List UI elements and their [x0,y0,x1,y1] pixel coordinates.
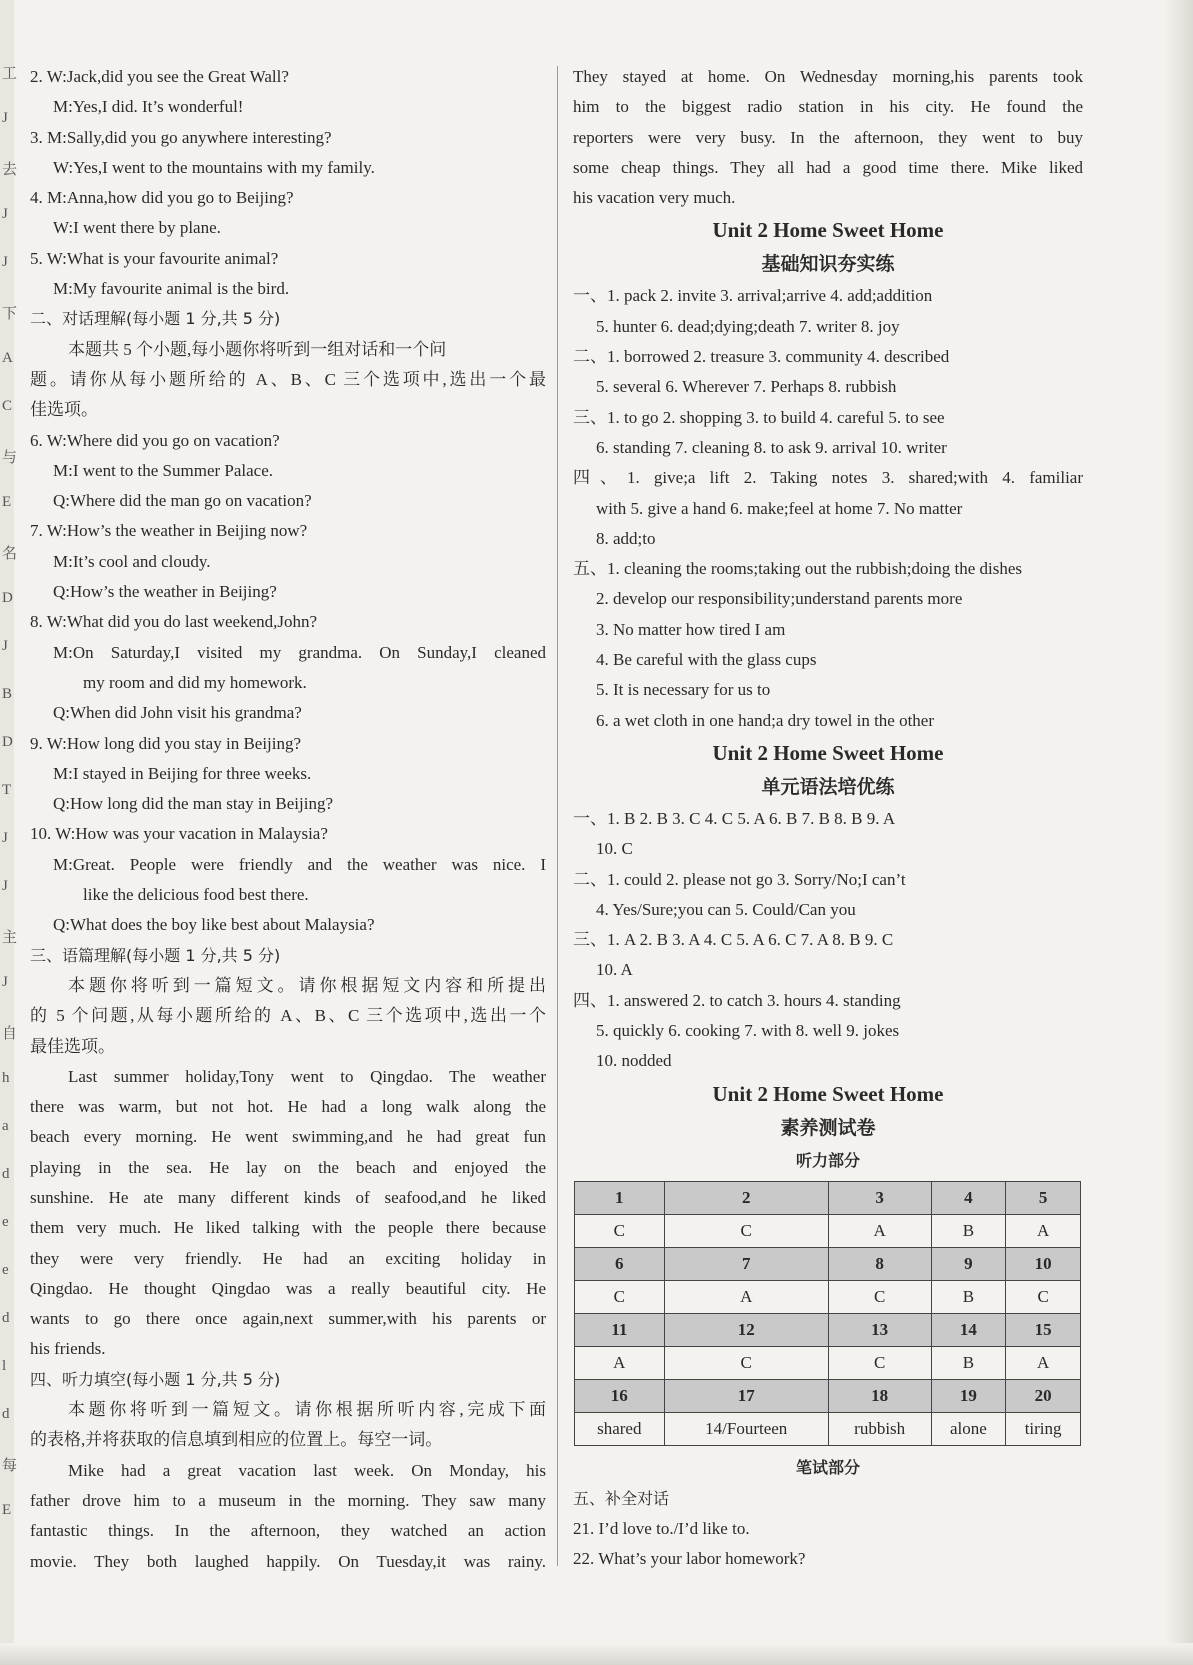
text-line: 一、1. B 2. B 3. C 4. C 5. A 6. B 7. B 8. B 9. A [573,808,896,828]
text-line: some cheap things. They all had a good time there. Mike liked [573,157,1083,177]
answer-cell: C [664,1214,828,1247]
margin-fragment: 与 [2,450,18,466]
margin-fragment: J [2,110,8,126]
text-line: 三、1. A 2. B 3. A 4. C 5. A 6. C 7. A 8. B 9. C [573,930,894,950]
answer-row [575,1280,1081,1313]
margin-fragment: A [2,350,13,366]
text-line: 本题你将听到一篇短文。请你根据所听内容,完成下面 [68,1400,546,1420]
text-line: with 5. give a hand 6. make;feel at home 7. No matter [596,498,963,518]
text-line: 四、1. answered 2. to catch 3. hours 4. standing [573,990,901,1010]
text-line: Last summer holiday,Tony went to Qingdao. The weather [68,1066,546,1086]
question-number-row [575,1247,1081,1280]
text-line: 22. What’s your labor homework? [573,1549,806,1569]
question-number-cell: 9 [931,1247,1006,1280]
margin-fragment: D [2,590,13,606]
margin-fragment: e [2,1214,9,1230]
answer-row [575,1412,1081,1445]
page-bottom-shadow [0,1643,1193,1665]
question-number-cell: 17 [664,1379,828,1412]
text-line: 的 5 个问题,从每小题所给的 A、B、C 三个选项中,选出一个 [30,1006,546,1026]
text-line: 4. M:Anna,how did you go to Beijing? [30,188,294,208]
unit-heading: Unit 2 Home Sweet Home [712,1081,944,1106]
text-line: M:It’s cool and cloudy. [53,551,211,571]
margin-fragment: d [2,1166,10,1182]
margin-fragment: 去 [2,162,18,178]
question-number-cell: 3 [828,1181,931,1214]
grammar-answers [573,804,1083,1077]
text-line: 5. It is necessary for us to [596,680,771,700]
question-number-cell: 2 [664,1181,828,1214]
left-column [30,62,546,1577]
text-line: 7. W:How’s the weather in Beijing now? [30,521,308,541]
text-line: 4. Yes/Sure;you can 5. Could/Can you [596,899,856,919]
text-line: 2. develop our responsibility;understand parents more [596,589,963,609]
answer-cell: A [664,1280,828,1313]
section-heading: 五、补全对话 [573,1488,670,1508]
text-line: 5. W:What is your favourite animal? [30,248,279,268]
margin-fragment: 下 [2,306,18,322]
margin-fragment: d [2,1310,10,1326]
margin-fragment: C [2,398,13,414]
question-number-cell: 18 [828,1379,931,1412]
margin-fragment: 主 [2,930,18,946]
margin-fragment: J [2,638,8,654]
text-line: 6. a wet cloth in one hand;a dry towel in the other [596,710,935,730]
margin-fragment: e [2,1262,9,1278]
text-line: Q:How long did the man stay in Beijing? [53,794,333,814]
text-line: 10. A [596,960,633,980]
text-line: wants to go there once again,next summer,with his parents or [30,1309,546,1329]
margin-fragment: E [2,1502,12,1518]
answer-cell: A [1006,1214,1081,1247]
margin-fragment: 每 [2,1458,18,1474]
answer-cell: A [1006,1346,1081,1379]
section-title-basic: 基础知识夯实练 [761,253,895,276]
text-line: reporters were very busy. In the afternoon, they went to buy [573,127,1083,147]
column-divider [557,66,558,1566]
text-line: 5. quickly 6. cooking 7. with 8. well 9. jokes [596,1021,900,1041]
question-number-cell: 11 [575,1313,665,1346]
question-number-cell: 20 [1006,1379,1081,1412]
text-line: M:My favourite animal is the bird. [53,279,290,299]
margin-fragment: 工 [2,66,18,82]
question-number-cell: 13 [828,1313,931,1346]
text-line: 本题共 5 个小题,每小题你将听到一组对话和一个问 [68,339,447,359]
text-line: W:I went there by plane. [53,218,221,238]
text-line: my room and did my homework. [83,672,307,692]
text-line: 5. hunter 6. dead;dying;death 7. writer 8. joy [596,316,900,336]
margin-fragment: J [2,254,8,270]
text-line: father drove him to a museum in the morning. They saw many [30,1490,546,1510]
text-line: 本题你将听到一篇短文。请你根据短文内容和所提出 [68,975,546,995]
margin-fragment: a [2,1118,9,1134]
answer-cell: shared [575,1412,665,1445]
margin-fragment: B [2,686,13,702]
margin-fragment: 自 [2,1026,18,1042]
text-line: 的表格,并将获取的信息填到相应的位置上。每空一词。 [30,1430,443,1450]
text-line: 最佳选项。 [30,1036,115,1056]
text-line: Q:What does the boy like best about Malaysia? [53,915,375,935]
page-binding-edge [0,0,18,1665]
text-line: Mike had a great vacation last week. On Monday, his [68,1460,546,1480]
text-line: 10. C [596,839,633,859]
right-column [573,62,1083,1575]
listening-answer-table [574,1181,1081,1446]
text-line: Qingdao. He thought Qingdao was a really beautiful city. He [30,1278,546,1298]
margin-fragment: d [2,1406,10,1422]
section-heading: 二、对话理解(每小题 1 分,共 5 分) [30,309,281,329]
text-line: Q:How’s the weather in Beijing? [53,582,277,602]
question-number-row [575,1379,1081,1412]
section-heading: 三、语篇理解(每小题 1 分,共 5 分) [30,945,281,965]
answer-cell: B [931,1346,1006,1379]
answer-cell: rubbish [828,1412,931,1445]
answer-cell: C [828,1346,931,1379]
answer-row [575,1214,1081,1247]
text-line: playing in the sea. He lay on the beach and enjoyed the [30,1157,546,1177]
text-line: They stayed at home. On Wednesday morning,his parents took [573,67,1083,86]
question-number-cell: 6 [575,1247,665,1280]
text-line: they were very friendly. He had an exciting holiday in [30,1248,546,1268]
question-number-cell: 16 [575,1379,665,1412]
text-line: 二、1. could 2. please not go 3. Sorry/No;I can’t [573,869,906,889]
text-line: M:I went to the Summer Palace. [53,460,274,480]
question-number-cell: 7 [664,1247,828,1280]
text-line: 五、1. cleaning the rooms;taking out the rubbish;doing the dishes [573,559,1023,579]
text-line: 6. W:Where did you go on vacation? [30,430,280,450]
section-title-test: 素养测试卷 [780,1116,876,1139]
section-title-grammar: 单元语法培优练 [761,775,895,798]
question-number-row [575,1313,1081,1346]
text-line: him to the biggest radio station in his city. He found the [573,97,1083,117]
margin-fragment: J [2,206,8,222]
answer-cell: C [1006,1280,1081,1313]
text-line: 8. add;to [596,528,656,548]
answer-cell: C [828,1280,931,1313]
answer-cell: 14/Fourteen [664,1412,828,1445]
text-line: 10. nodded [596,1051,672,1071]
section-heading: 四、听力填空(每小题 1 分,共 5 分) [30,1369,281,1389]
question-number-cell: 12 [664,1313,828,1346]
text-line: 2. W:Jack,did you see the Great Wall? [30,67,289,86]
question-number-cell: 10 [1006,1247,1081,1280]
question-number-cell: 1 [575,1181,665,1214]
question-number-row [575,1181,1081,1214]
question-number-cell: 19 [931,1379,1006,1412]
basic-knowledge-answers [573,281,1083,735]
dialogue-answers [573,1484,1083,1575]
answer-cell: B [931,1280,1006,1313]
text-line: M:On Saturday,I visited my grandma. On Sunday,I cleaned [53,642,546,662]
margin-fragment: l [2,1358,7,1374]
question-number-cell: 15 [1006,1313,1081,1346]
margin-fragment: D [2,734,13,750]
margin-fragment: J [2,974,8,990]
text-line: 21. I’d love to./I’d like to. [573,1518,750,1538]
text-line: 10. W:How was your vacation in Malaysia? [30,824,328,844]
unit-heading: Unit 2 Home Sweet Home [712,218,944,243]
text-line: 3. No matter how tired I am [596,619,786,639]
text-line: 三、1. to go 2. shopping 3. to build 4. careful 5. to see [573,407,945,427]
text-line: 二、1. borrowed 2. treasure 3. community 4. described [573,347,950,367]
answer-cell: C [575,1280,665,1313]
text-line: his friends. [30,1339,106,1359]
margin-fragment: h [2,1070,10,1086]
text-line: 佳选项。 [30,400,98,420]
margin-fragment: T [2,782,12,798]
text-line: M:Great. People were friendly and the weather was nice. I [53,854,546,874]
question-number-cell: 5 [1006,1181,1081,1214]
text-line: there was warm, but not hot. He had a long walk along the [30,1097,546,1117]
text-line: fantastic things. In the afternoon, they watched an action [30,1521,546,1541]
page-right-shadow [1165,0,1193,1665]
question-number-cell: 14 [931,1313,1006,1346]
answer-cell: A [575,1346,665,1379]
text-line: sunshine. He ate many different kinds of seafood,and he liked [30,1187,546,1207]
text-line: 6. standing 7. cleaning 8. to ask 9. arrival 10. writer [596,437,947,457]
text-line: 4. Be careful with the glass cups [596,650,817,670]
text-line: 题。请你从每小题所给的 A、B、C 三个选项中,选出一个最 [30,369,546,389]
listening-title: 听力部分 [795,1150,860,1170]
text-line: Q:Where did the man go on vacation? [53,491,312,511]
text-line: W:Yes,I went to the mountains with my family. [53,157,375,177]
text-line: M:Yes,I did. It’s wonderful! [53,97,244,117]
text-line: Q:When did John visit his grandma? [53,703,302,723]
text-line: beach every morning. He went swimming,and he had great fun [30,1127,546,1147]
unit-heading: Unit 2 Home Sweet Home [712,740,944,765]
text-line: 四、1. give;a lift 2. Taking notes 3. shared;with 4. familiar [573,468,1083,488]
passage-continuation [573,62,1083,213]
answer-row [575,1346,1081,1379]
margin-fragment: J [2,878,8,894]
question-number-cell: 8 [828,1247,931,1280]
margin-fragment: J [2,830,8,846]
answer-cell: A [828,1214,931,1247]
answer-cell: C [664,1346,828,1379]
answer-cell: C [575,1214,665,1247]
text-line: 3. M:Sally,did you go anywhere interesting? [30,127,332,147]
text-line: M:I stayed in Beijing for three weeks. [53,763,312,783]
text-line: 9. W:How long did you stay in Beijing? [30,733,302,753]
text-line: movie. They both laughed happily. On Tuesday,it was rainy. [30,1551,546,1571]
writing-title: 笔试部分 [795,1457,860,1477]
answer-cell: B [931,1214,1006,1247]
text-line: his vacation very much. [573,188,736,208]
answer-cell: tiring [1006,1412,1081,1445]
margin-fragment: E [2,494,12,510]
text-line: 一、1. pack 2. invite 3. arrival;arrive 4. add;addition [573,286,933,306]
question-number-cell: 4 [931,1181,1006,1214]
text-line: them very much. He liked talking with the people there because [30,1218,546,1238]
margin-fragment: 名 [2,546,18,562]
text-line: 8. W:What did you do last weekend,John? [30,612,318,632]
answer-cell: alone [931,1412,1006,1445]
text-line: 5. several 6. Wherever 7. Perhaps 8. rubbish [596,377,897,397]
text-line: like the delicious food best there. [83,885,309,905]
